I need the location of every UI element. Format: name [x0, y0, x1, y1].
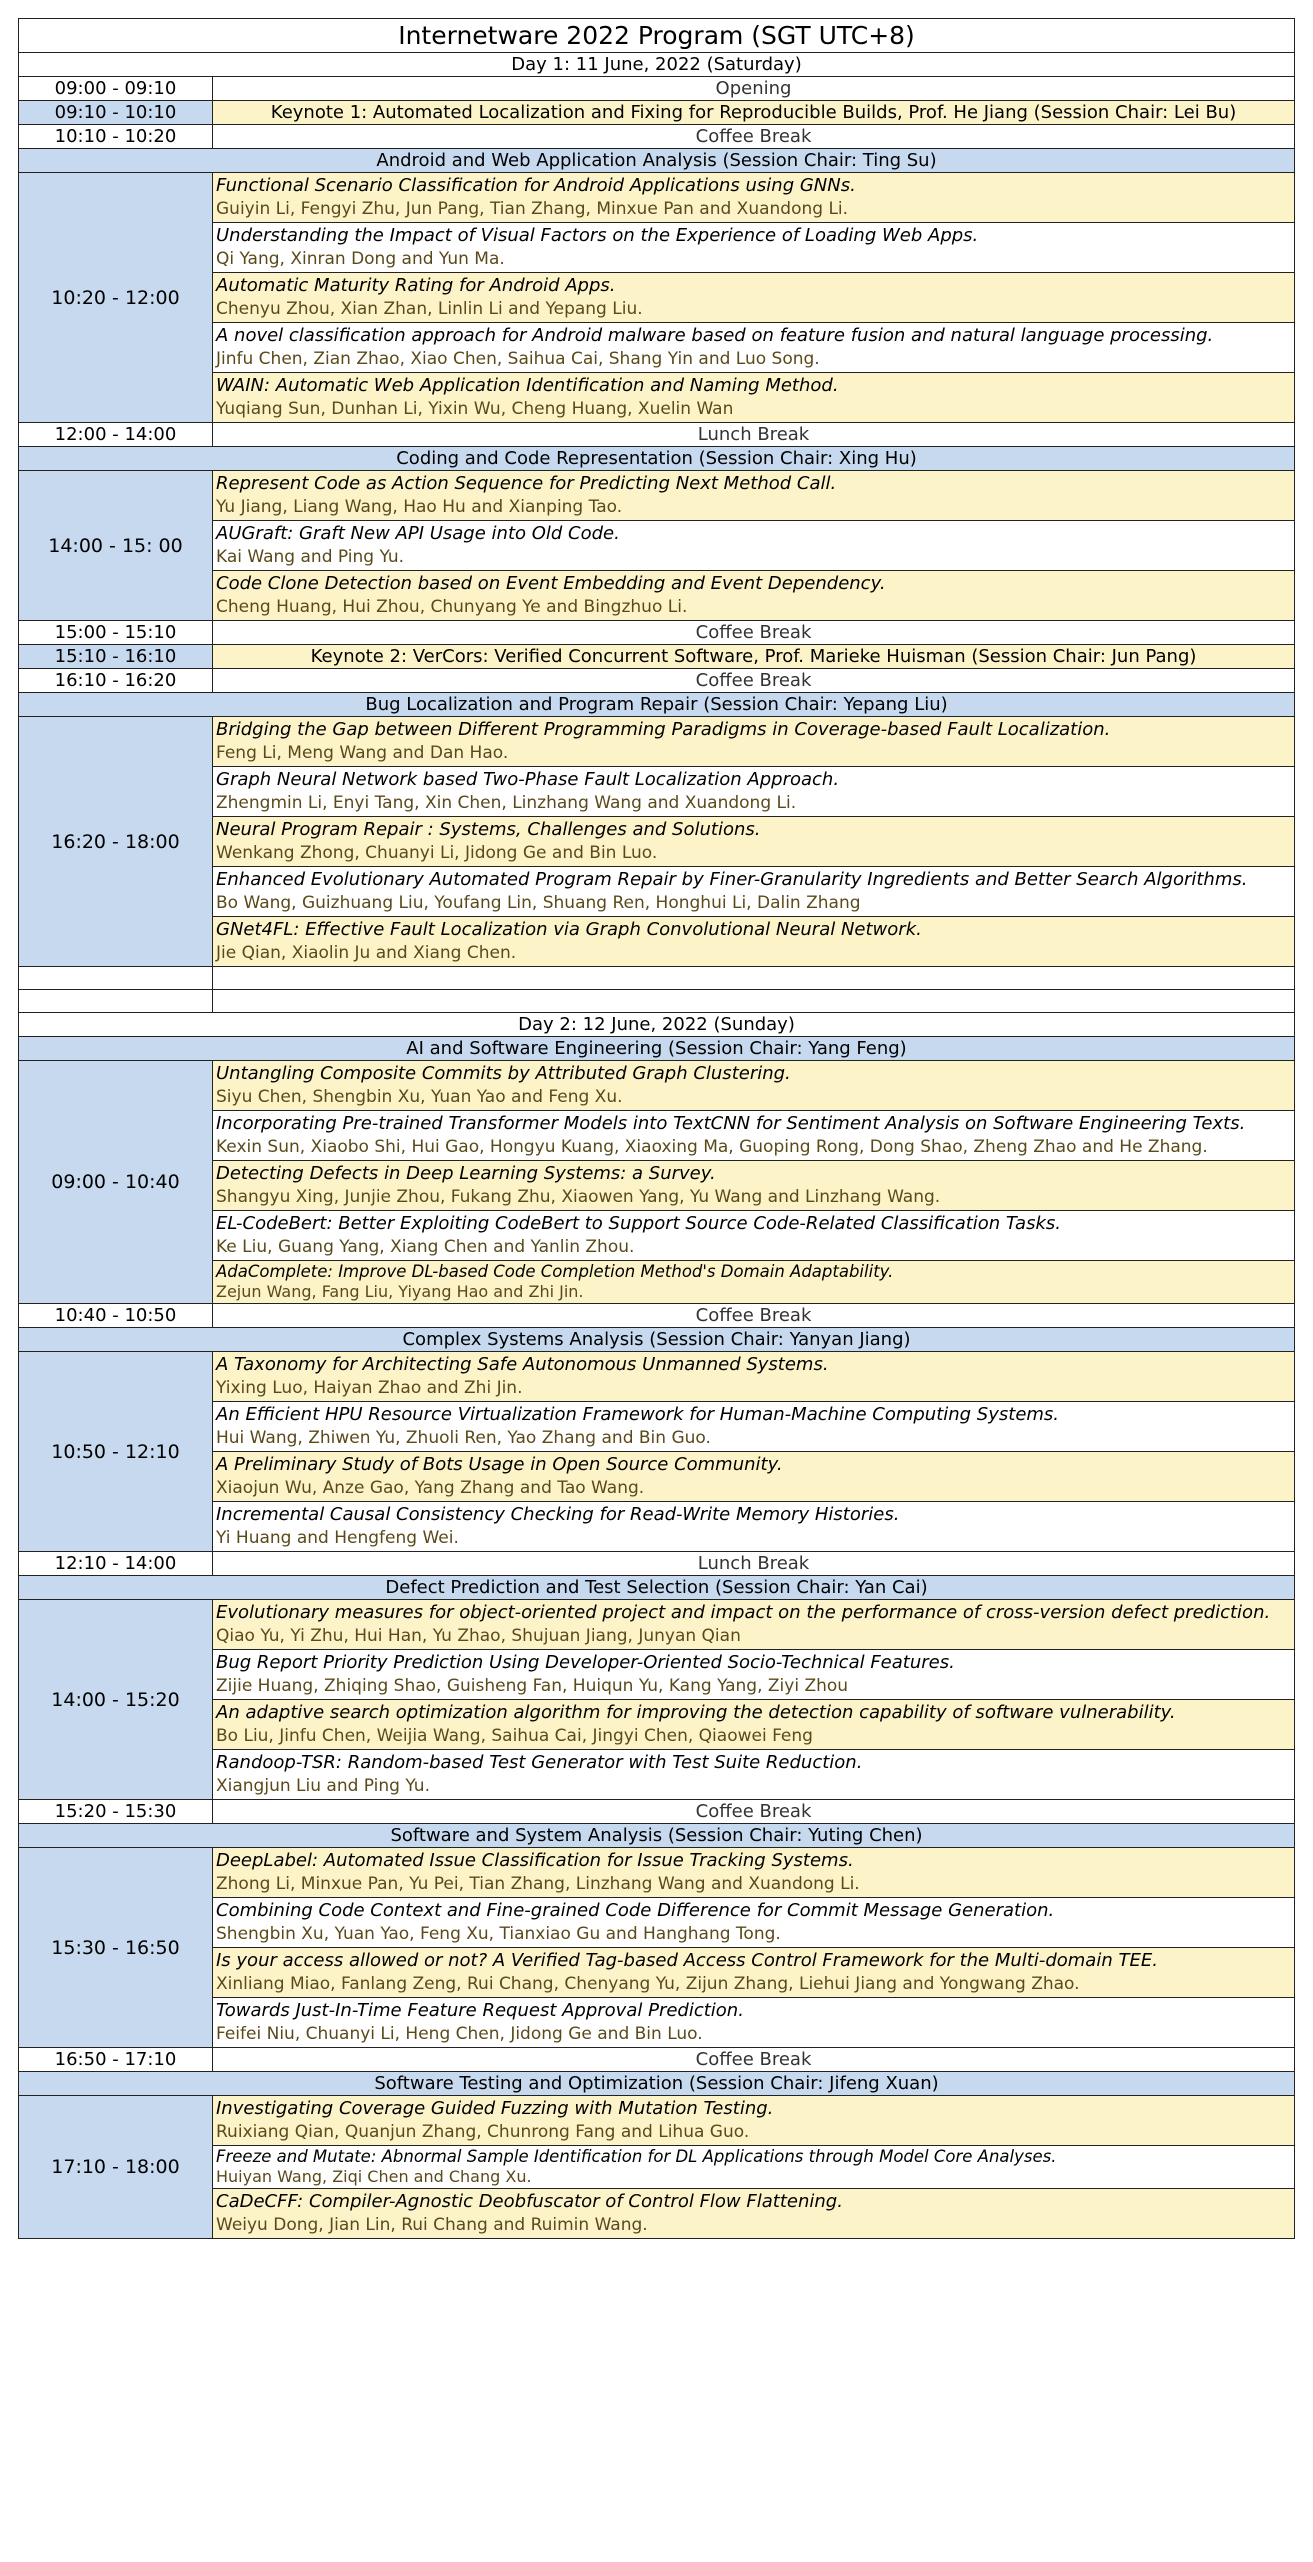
- paper-entry: [213, 223, 1295, 273]
- time-slot: 09:00 - 09:10: [19, 77, 213, 101]
- paper-authors: Yixing Luo, Haiyan Zhao and Zhi Jin.: [216, 1378, 523, 1398]
- session-title: Complex Systems Analysis (Session Chair: Yanyan Jiang): [19, 1328, 1295, 1352]
- blank-cell: [19, 967, 213, 990]
- paper-entry: [213, 1750, 1295, 1800]
- paper-authors: Cheng Huang, Hui Zhou, Chunyang Ye and Bingzhuo Li.: [216, 597, 688, 617]
- paper-entry: [213, 1700, 1295, 1750]
- paper-row: [19, 1352, 1295, 1402]
- break-row: [19, 1800, 1295, 1824]
- break-label: Lunch Break: [213, 1552, 1295, 1576]
- paper-entry: [213, 173, 1295, 223]
- paper-row: [19, 173, 1295, 223]
- program-body: [19, 19, 1295, 2239]
- paper-title: Understanding the Impact of Visual Factors on the Experience of Loading Web Apps.: [216, 225, 979, 246]
- paper-title: Incremental Causal Consistency Checking for Read-Write Memory Histories.: [216, 1504, 900, 1525]
- paper-title: Represent Code as Action Sequence for Predicting Next Method Call.: [216, 473, 837, 494]
- blank-cell: [19, 990, 213, 1013]
- paper-entry: [213, 1948, 1295, 1998]
- paper-entry: [213, 2146, 1295, 2189]
- paper-entry: [213, 1898, 1295, 1948]
- paper-entry: [213, 917, 1295, 967]
- paper-authors: Xiaojun Wu, Anze Gao, Yang Zhang and Tao Wang.: [216, 1478, 645, 1498]
- paper-title: Evolutionary measures for object-oriented project and impact on the performance of cross-version defect prediction.: [216, 1602, 1271, 1623]
- paper-authors: Huiyan Wang, Ziqi Chen and Chang Xu.: [216, 2167, 532, 2186]
- break-label: Coffee Break: [213, 2048, 1295, 2072]
- paper-title: Bridging the Gap between Different Programming Paradigms in Coverage-based Fault Localization.: [216, 719, 1111, 740]
- break-label: Coffee Break: [213, 1800, 1295, 1824]
- title-row: [19, 19, 1295, 53]
- program-table: [18, 18, 1295, 2239]
- session-time: 15:30 - 16:50: [19, 1848, 213, 2048]
- paper-title: Untangling Composite Commits by Attributed Graph Clustering.: [216, 1063, 791, 1084]
- paper-entry: [213, 2189, 1295, 2239]
- paper-authors: Kexin Sun, Xiaobo Shi, Hui Gao, Hongyu Kuang, Xiaoxing Ma, Guoping Rong, Dong Shao, Zheng Zhao and He Zhang.: [216, 1137, 1208, 1157]
- paper-entry: [213, 867, 1295, 917]
- paper-authors: Zejun Wang, Fang Liu, Yiyang Hao and Zhi Jin.: [216, 1282, 584, 1301]
- session-header-row: [19, 2072, 1295, 2096]
- paper-entry: [213, 1600, 1295, 1650]
- break-label: Coffee Break: [213, 1304, 1295, 1328]
- paper-title: EL-CodeBert: Better Exploiting CodeBert to Support Source Code-Related Classification Tasks.: [216, 1213, 1061, 1234]
- break-row: [19, 1304, 1295, 1328]
- session-header-row: [19, 149, 1295, 173]
- paper-title: Enhanced Evolutionary Automated Program Repair by Finer-Granularity Ingredients and Better Search Algorithms.: [216, 869, 1248, 890]
- keynote-row: [19, 645, 1295, 669]
- paper-authors: Siyu Chen, Shengbin Xu, Yuan Yao and Feng Xu.: [216, 1087, 623, 1107]
- break-label: Opening: [213, 77, 1295, 101]
- break-row: [19, 621, 1295, 645]
- paper-authors: Ruixiang Qian, Quanjun Zhang, Chunrong Fang and Lihua Guo.: [216, 2122, 750, 2142]
- keynote-title: Keynote 1: Automated Localization and Fixing for Reproducible Builds, Prof. He Jiang (Session Chair: Lei Bu): [213, 101, 1295, 125]
- time-slot: 12:10 - 14:00: [19, 1552, 213, 1576]
- session-title: Bug Localization and Program Repair (Session Chair: Yepang Liu): [19, 693, 1295, 717]
- time-slot: 09:10 - 10:10: [19, 101, 213, 125]
- paper-title: Combining Code Context and Fine-grained Code Difference for Commit Message Generation.: [216, 1900, 1055, 1921]
- paper-authors: Feng Li, Meng Wang and Dan Hao.: [216, 743, 509, 763]
- paper-title: Towards Just-In-Time Feature Request Approval Prediction.: [216, 2000, 744, 2021]
- time-slot: 16:10 - 16:20: [19, 669, 213, 693]
- paper-entry: [213, 817, 1295, 867]
- paper-entry: [213, 1352, 1295, 1402]
- session-time: 14:00 - 15: 00: [19, 471, 213, 621]
- time-slot: 15:10 - 16:10: [19, 645, 213, 669]
- paper-entry: [213, 1452, 1295, 1502]
- session-time: 09:00 - 10:40: [19, 1061, 213, 1304]
- paper-entry: [213, 323, 1295, 373]
- paper-authors: Zhong Li, Minxue Pan, Yu Pei, Tian Zhang, Linzhang Wang and Xuandong Li.: [216, 1874, 860, 1894]
- session-title: Software Testing and Optimization (Session Chair: Jifeng Xuan): [19, 2072, 1295, 2096]
- session-time: 10:50 - 12:10: [19, 1352, 213, 1552]
- paper-title: Automatic Maturity Rating for Android Apps.: [216, 275, 616, 296]
- paper-authors: Shengbin Xu, Yuan Yao, Feng Xu, Tianxiao Gu and Hanghang Tong.: [216, 1924, 781, 1944]
- paper-authors: Bo Liu, Jinfu Chen, Weijia Wang, Saihua Cai, Jingyi Chen, Qiaowei Feng: [216, 1726, 813, 1746]
- paper-title: Investigating Coverage Guided Fuzzing with Mutation Testing.: [216, 2098, 774, 2119]
- paper-authors: Zhengmin Li, Enyi Tang, Xin Chen, Linzhang Wang and Xuandong Li.: [216, 793, 797, 813]
- paper-entry: [213, 1161, 1295, 1211]
- paper-authors: Qiao Yu, Yi Zhu, Hui Han, Yu Zhao, Shujuan Jiang, Junyan Qian: [216, 1626, 741, 1646]
- paper-authors: Chenyu Zhou, Xian Zhan, Linlin Li and Yepang Liu.: [216, 299, 643, 319]
- paper-title: An adaptive search optimization algorithm for improving the detection capability of software vulnerability.: [216, 1702, 1176, 1723]
- blank-cell: [213, 990, 1295, 1013]
- paper-authors: Kai Wang and Ping Yu.: [216, 547, 405, 567]
- paper-authors: Ke Liu, Guang Yang, Xiang Chen and Yanlin Zhou.: [216, 1237, 635, 1257]
- paper-title: AUGraft: Graft New API Usage into Old Code.: [216, 523, 620, 544]
- paper-title: Bug Report Priority Prediction Using Developer-Oriented Socio-Technical Features.: [216, 1652, 955, 1673]
- paper-entry: [213, 1061, 1295, 1111]
- break-label: Coffee Break: [213, 669, 1295, 693]
- session-time: 10:20 - 12:00: [19, 173, 213, 423]
- paper-row: [19, 1848, 1295, 1898]
- paper-entry: [213, 1261, 1295, 1304]
- paper-title: Freeze and Mutate: Abnormal Sample Identification for DL Applications through Model Core Analyses.: [216, 2147, 1057, 2166]
- break-label: Coffee Break: [213, 621, 1295, 645]
- blank-row: [19, 990, 1295, 1013]
- paper-entry: [213, 1998, 1295, 2048]
- paper-title: Graph Neural Network based Two-Phase Fault Localization Approach.: [216, 769, 840, 790]
- break-row: [19, 2048, 1295, 2072]
- break-row: [19, 125, 1295, 149]
- session-header-row: [19, 693, 1295, 717]
- time-slot: 10:10 - 10:20: [19, 125, 213, 149]
- keynote-title: Keynote 2: VerCors: Verified Concurrent Software, Prof. Marieke Huisman (Session Chair: Jun Pang): [213, 645, 1295, 669]
- time-slot: 16:50 - 17:10: [19, 2048, 213, 2072]
- paper-authors: Jinfu Chen, Zian Zhao, Xiao Chen, Saihua Cai, Shang Yin and Luo Song.: [216, 349, 820, 369]
- session-title: Defect Prediction and Test Selection (Session Chair: Yan Cai): [19, 1576, 1295, 1600]
- session-header-row: [19, 1328, 1295, 1352]
- paper-entry: [213, 717, 1295, 767]
- paper-title: Neural Program Repair : Systems, Challenges and Solutions.: [216, 819, 761, 840]
- paper-entry: [213, 373, 1295, 423]
- paper-authors: Hui Wang, Zhiwen Yu, Zhuoli Ren, Yao Zhang and Bin Guo.: [216, 1428, 711, 1448]
- session-title: AI and Software Engineering (Session Chair: Yang Feng): [19, 1037, 1295, 1061]
- paper-title: WAIN: Automatic Web Application Identification and Naming Method.: [216, 375, 839, 396]
- paper-entry: [213, 1848, 1295, 1898]
- paper-entry: [213, 273, 1295, 323]
- session-header-row: [19, 447, 1295, 471]
- paper-title: Code Clone Detection based on Event Embedding and Event Dependency.: [216, 573, 886, 594]
- paper-entry: [213, 571, 1295, 621]
- paper-row: [19, 2096, 1295, 2146]
- paper-title: Randoop-TSR: Random-based Test Generator with Test Suite Reduction.: [216, 1752, 863, 1773]
- paper-authors: Xinliang Miao, Fanlang Zeng, Rui Chang, Chenyang Yu, Zijun Zhang, Liehui Jiang and Yongwang Zhao.: [216, 1974, 1080, 1994]
- paper-title: Detecting Defects in Deep Learning Systems: a Survey.: [216, 1163, 716, 1184]
- break-row: [19, 1552, 1295, 1576]
- session-time: 14:00 - 15:20: [19, 1600, 213, 1800]
- time-slot: 15:00 - 15:10: [19, 621, 213, 645]
- session-header-row: [19, 1037, 1295, 1061]
- paper-authors: Weiyu Dong, Jian Lin, Rui Chang and Ruimin Wang.: [216, 2215, 648, 2235]
- break-label: Coffee Break: [213, 125, 1295, 149]
- program-title: Internetware 2022 Program (SGT UTC+8): [19, 19, 1295, 53]
- blank-row: [19, 967, 1295, 990]
- paper-title: Is your access allowed or not? A Verified Tag-based Access Control Framework for the Multi-domain TEE.: [216, 1950, 1158, 1971]
- session-title: Android and Web Application Analysis (Session Chair: Ting Su): [19, 149, 1295, 173]
- day-heading: Day 2: 12 June, 2022 (Sunday): [19, 1013, 1295, 1037]
- session-time: 16:20 - 18:00: [19, 717, 213, 967]
- paper-entry: [213, 521, 1295, 571]
- paper-authors: Yuqiang Sun, Dunhan Li, Yixin Wu, Cheng Huang, Xuelin Wan: [216, 399, 734, 419]
- paper-entry: [213, 471, 1295, 521]
- paper-authors: Guiyin Li, Fengyi Zhu, Jun Pang, Tian Zhang, Minxue Pan and Xuandong Li.: [216, 199, 849, 219]
- paper-entry: [213, 1402, 1295, 1452]
- keynote-row: [19, 101, 1295, 125]
- break-row: [19, 77, 1295, 101]
- paper-entry: [213, 2096, 1295, 2146]
- paper-authors: Qi Yang, Xinran Dong and Yun Ma.: [216, 249, 505, 269]
- paper-entry: [213, 1211, 1295, 1261]
- session-time: 17:10 - 18:00: [19, 2096, 213, 2239]
- paper-title: A novel classification approach for Android malware based on feature fusion and natural language processing.: [216, 325, 1214, 346]
- paper-title: A Preliminary Study of Bots Usage in Open Source Community.: [216, 1454, 783, 1475]
- day-heading: Day 1: 11 June, 2022 (Saturday): [19, 53, 1295, 77]
- paper-title: GNet4FL: Effective Fault Localization via Graph Convolutional Neural Network.: [216, 919, 922, 940]
- paper-authors: Yu Jiang, Liang Wang, Hao Hu and Xianping Tao.: [216, 497, 623, 517]
- paper-row: [19, 1600, 1295, 1650]
- paper-title: Functional Scenario Classification for Android Applications using GNNs.: [216, 175, 856, 196]
- paper-title: Incorporating Pre-trained Transformer Models into TextCNN for Sentiment Analysis on Software Engineering Texts.: [216, 1113, 1246, 1134]
- paper-authors: Jie Qian, Xiaolin Ju and Xiang Chen.: [216, 943, 517, 963]
- paper-authors: Bo Wang, Guizhuang Liu, Youfang Lin, Shuang Ren, Honghui Li, Dalin Zhang: [216, 893, 861, 913]
- paper-row: [19, 471, 1295, 521]
- break-row: [19, 669, 1295, 693]
- paper-entry: [213, 1502, 1295, 1552]
- paper-title: DeepLabel: Automated Issue Classification for Issue Tracking Systems.: [216, 1850, 854, 1871]
- paper-authors: Yi Huang and Hengfeng Wei.: [216, 1528, 459, 1548]
- paper-authors: Zijie Huang, Zhiqing Shao, Guisheng Fan, Huiqun Yu, Kang Yang, Ziyi Zhou: [216, 1676, 849, 1696]
- day-row: [19, 1013, 1295, 1037]
- paper-entry: [213, 1650, 1295, 1700]
- session-title: Software and System Analysis (Session Chair: Yuting Chen): [19, 1824, 1295, 1848]
- paper-title: An Efficient HPU Resource Virtualization Framework for Human-Machine Computing Systems.: [216, 1404, 1060, 1425]
- time-slot: 12:00 - 14:00: [19, 423, 213, 447]
- paper-title: A Taxonomy for Architecting Safe Autonomous Unmanned Systems.: [216, 1354, 829, 1375]
- time-slot: 15:20 - 15:30: [19, 1800, 213, 1824]
- session-header-row: [19, 1824, 1295, 1848]
- paper-row: [19, 717, 1295, 767]
- session-title: Coding and Code Representation (Session Chair: Xing Hu): [19, 447, 1295, 471]
- paper-authors: Wenkang Zhong, Chuanyi Li, Jidong Ge and Bin Luo.: [216, 843, 658, 863]
- paper-authors: Shangyu Xing, Junjie Zhou, Fukang Zhu, Xiaowen Yang, Yu Wang and Linzhang Wang.: [216, 1187, 941, 1207]
- paper-authors: Feifei Niu, Chuanyi Li, Heng Chen, Jidong Ge and Bin Luo.: [216, 2024, 703, 2044]
- paper-title: CaDeCFF: Compiler-Agnostic Deobfuscator of Control Flow Flattening.: [216, 2191, 843, 2212]
- break-row: [19, 423, 1295, 447]
- break-label: Lunch Break: [213, 423, 1295, 447]
- paper-title: AdaComplete: Improve DL-based Code Completion Method's Domain Adaptability.: [216, 1262, 894, 1281]
- session-header-row: [19, 1576, 1295, 1600]
- paper-entry: [213, 1111, 1295, 1161]
- paper-entry: [213, 767, 1295, 817]
- day-row: [19, 53, 1295, 77]
- blank-cell: [213, 967, 1295, 990]
- paper-authors: Xiangjun Liu and Ping Yu.: [216, 1776, 430, 1796]
- time-slot: 10:40 - 10:50: [19, 1304, 213, 1328]
- paper-row: [19, 1061, 1295, 1111]
